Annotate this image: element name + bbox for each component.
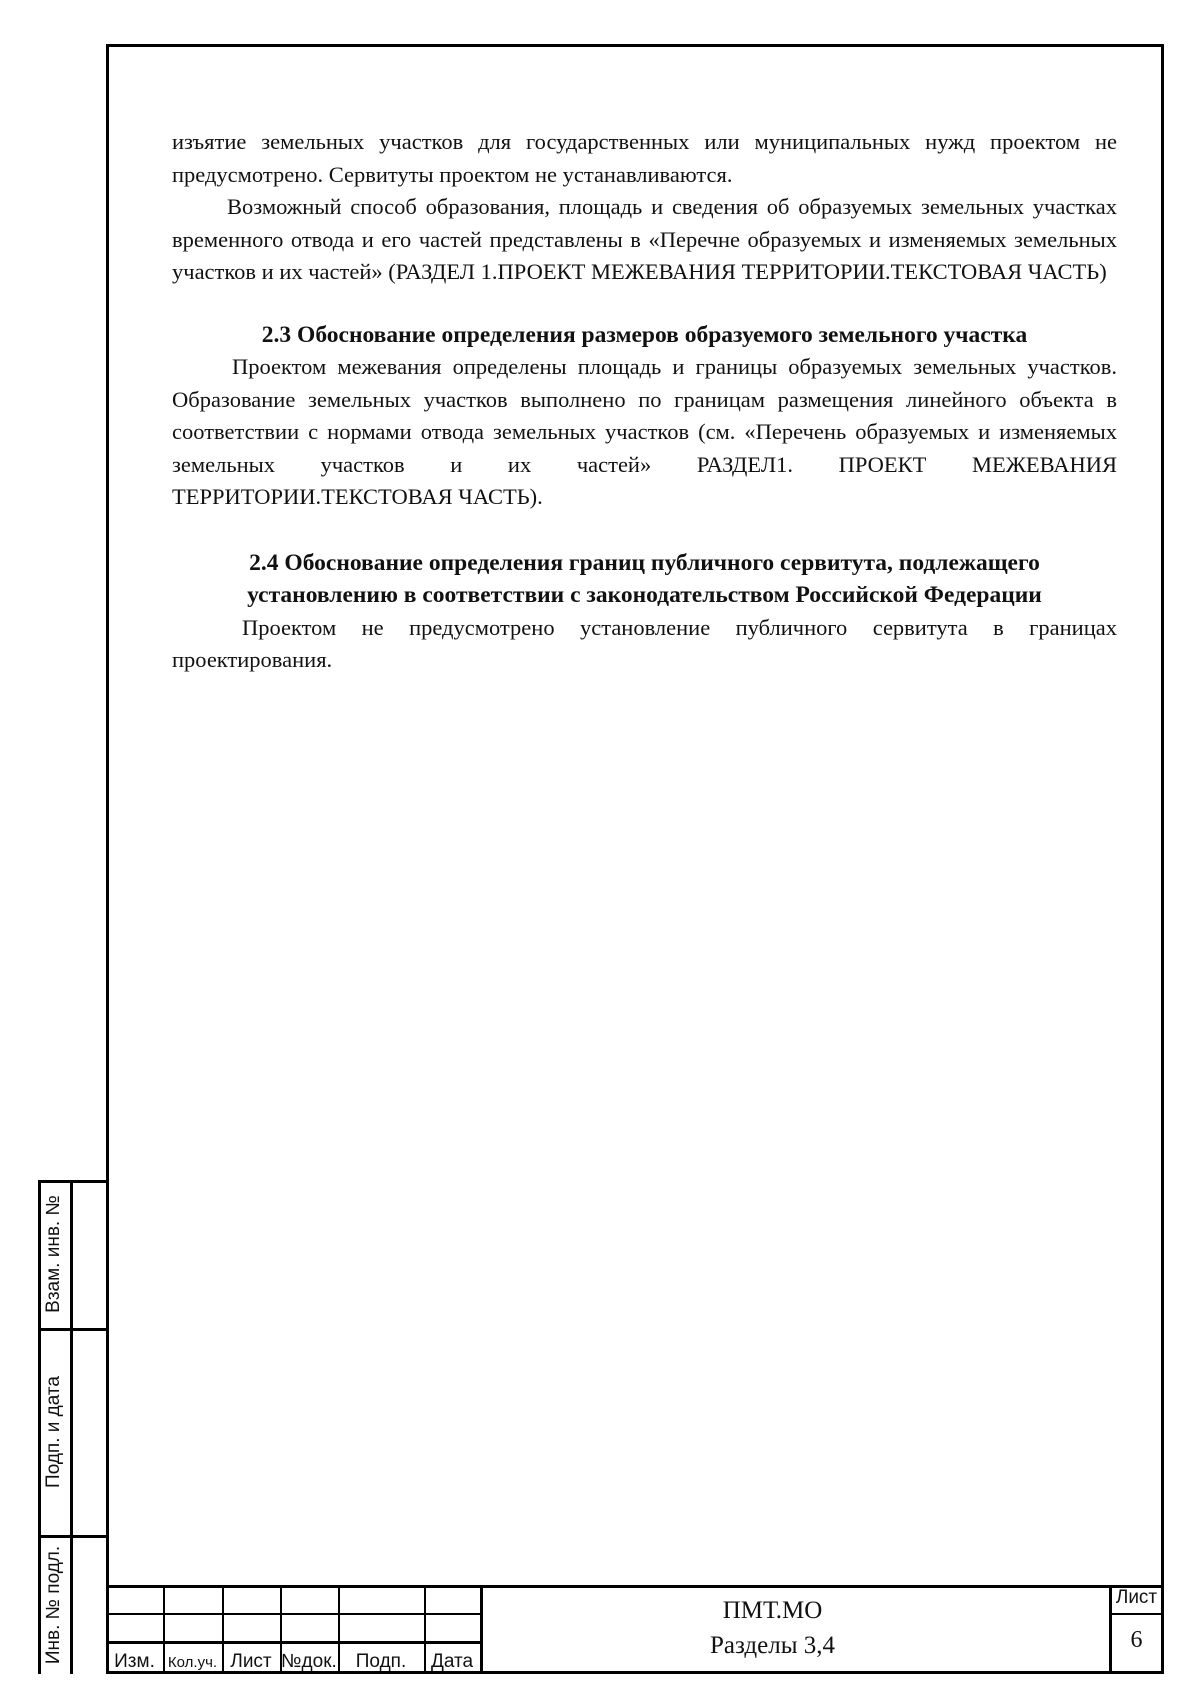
- col-podp: Подп.: [355, 1651, 407, 1672]
- col-izm: Изм.: [114, 1651, 155, 1672]
- side-label-podp: Подп. и дата: [43, 1375, 65, 1488]
- side-stamp: [38, 1180, 108, 1674]
- paragraph-2: Возможный способ образования, площадь и сведения об образуемых земельных участках временного отвода и его частей представлены в «Перечне образуемых и изменяемых земельных участков и их частей» (РАЗДЕЛ 1.ПРОЕКТ МЕЖЕВАНИЯ ТЕРРИТОРИИ.ТЕКСТОВАЯ ЧАСТЬ): [172, 194, 1117, 284]
- col-data: Дата: [430, 1651, 474, 1672]
- side-label-vzam: Взам. инв. №: [43, 1195, 64, 1313]
- col-ndok: №док.: [281, 1651, 337, 1672]
- col-kol: Кол.уч.: [167, 1654, 218, 1671]
- paragraph-3: Проектом межевания определены площадь и границы образуемых земельных участков. Образование земельных участков выполнено по границам размещения линейного объекта в соответствии с нормами отвода земельных участков (см. «Перечень образуемых и изменяемых земельных участков и их частей» РАЗДЕЛ1. ПРОЕКТ МЕЖЕВАНИЯ ТЕРРИТОРИИ.ТЕКСТОВАЯ ЧАСТЬ).: [172, 354, 1117, 509]
- document-code: ПМТ.МО: [722, 1597, 823, 1624]
- sheet-number: 6: [1130, 1627, 1143, 1653]
- side-label-inv: Инв. № подл.: [43, 1545, 65, 1664]
- section-heading-2-3: 2.3 Обоснование определения размеров образуемого земельного участка: [261, 321, 1028, 348]
- col-list: Лист: [230, 1651, 272, 1672]
- document-body: [172, 126, 1117, 677]
- section-heading-2-4-line1: 2.4 Обоснование определения границ публичного сервитута, подлежащего: [249, 549, 1040, 576]
- paragraph-1: изъятие земельных участков для государственных или муниципальных нужд проектом не предусмотрено. Сервитуты проектом не устанавливаются.: [172, 129, 1117, 187]
- document-sections: Разделы 3,4: [709, 1632, 835, 1659]
- section-heading-2-4-line2: установлению в соответствии с законодательством Российской Федерации: [247, 582, 1042, 608]
- paragraph-4: Проектом не предусмотрено установление публичного сервитута в границах проектирования.: [172, 614, 1117, 672]
- title-block: [106, 1585, 1164, 1674]
- sheet-label: Лист: [1115, 1587, 1158, 1608]
